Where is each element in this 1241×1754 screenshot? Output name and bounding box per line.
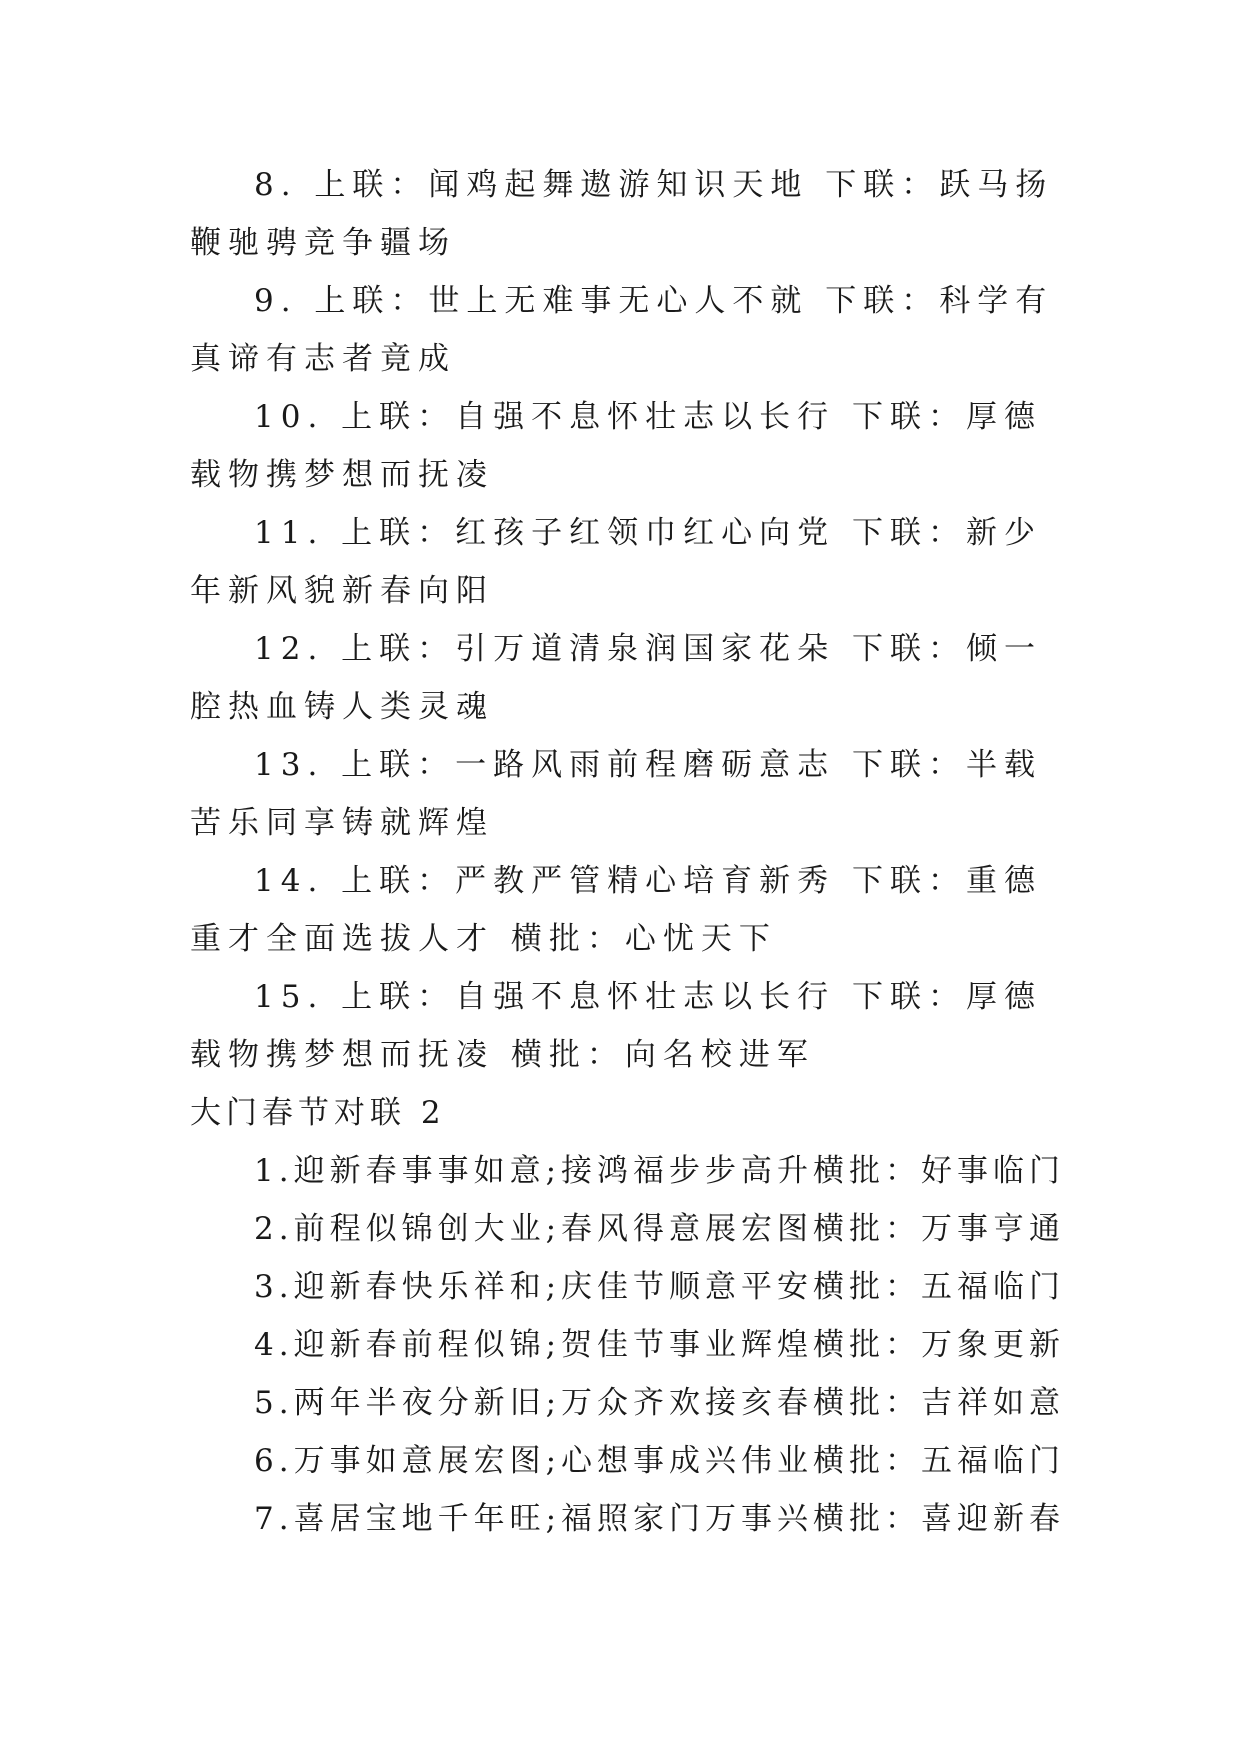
door-couplet-item-2: 2.前程似锦创大业;春风得意展宏图横批：万事亨通: [254, 1211, 1066, 1247]
couplet-item-8: 8. 上联：闻鸡起舞遨游知识天地 下联：跃马扬鞭驰骋竞争疆场: [190, 167, 1054, 261]
couplet-item-14: 14. 上联：严教严管精心培育新秀 下联：重德重才全面选拔人才 横批：心忧天下: [190, 863, 1043, 957]
couplet-item-13: 13. 上联：一路风雨前程磨砺意志 下联：半载苦乐同享铸就辉煌: [190, 747, 1043, 841]
couplet-item-9: 9. 上联：世上无难事无心人不就 下联：科学有真谛有志者竟成: [190, 283, 1054, 377]
door-couplet-item-1: 1.迎新春事事如意;接鸿福步步高升横批：好事临门: [254, 1153, 1066, 1189]
couplet-item-10: 10. 上联：自强不息怀壮志以长行 下联：厚德载物携梦想而抚凌: [190, 399, 1043, 493]
door-couplet-item-7: 7.喜居宝地千年旺;福照家门万事兴横批：喜迎新春: [254, 1501, 1066, 1537]
door-couplet-item-6: 6.万事如意展宏图;心想事成兴伟业横批：五福临门: [254, 1443, 1066, 1479]
couplet-item-15: 15. 上联：自强不息怀壮志以长行 下联：厚德载物携梦想而抚凌 横批：向名校进军: [190, 979, 1043, 1073]
section-heading: 大门春节对联 2: [190, 1095, 446, 1131]
door-couplet-item-5: 5.两年半夜分新旧;万众齐欢接亥春横批：吉祥如意: [254, 1385, 1066, 1421]
couplet-item-12: 12. 上联：引万道清泉润国家花朵 下联：倾一腔热血铸人类灵魂: [190, 631, 1043, 725]
couplet-item-11: 11. 上联：红孩子红领巾红心向党 下联：新少年新风貌新春向阳: [190, 515, 1043, 609]
door-couplet-item-4: 4.迎新春前程似锦;贺佳节事业辉煌横批：万象更新: [254, 1327, 1066, 1363]
door-couplet-item-3: 3.迎新春快乐祥和;庆佳节顺意平安横批：五福临门: [254, 1269, 1066, 1305]
